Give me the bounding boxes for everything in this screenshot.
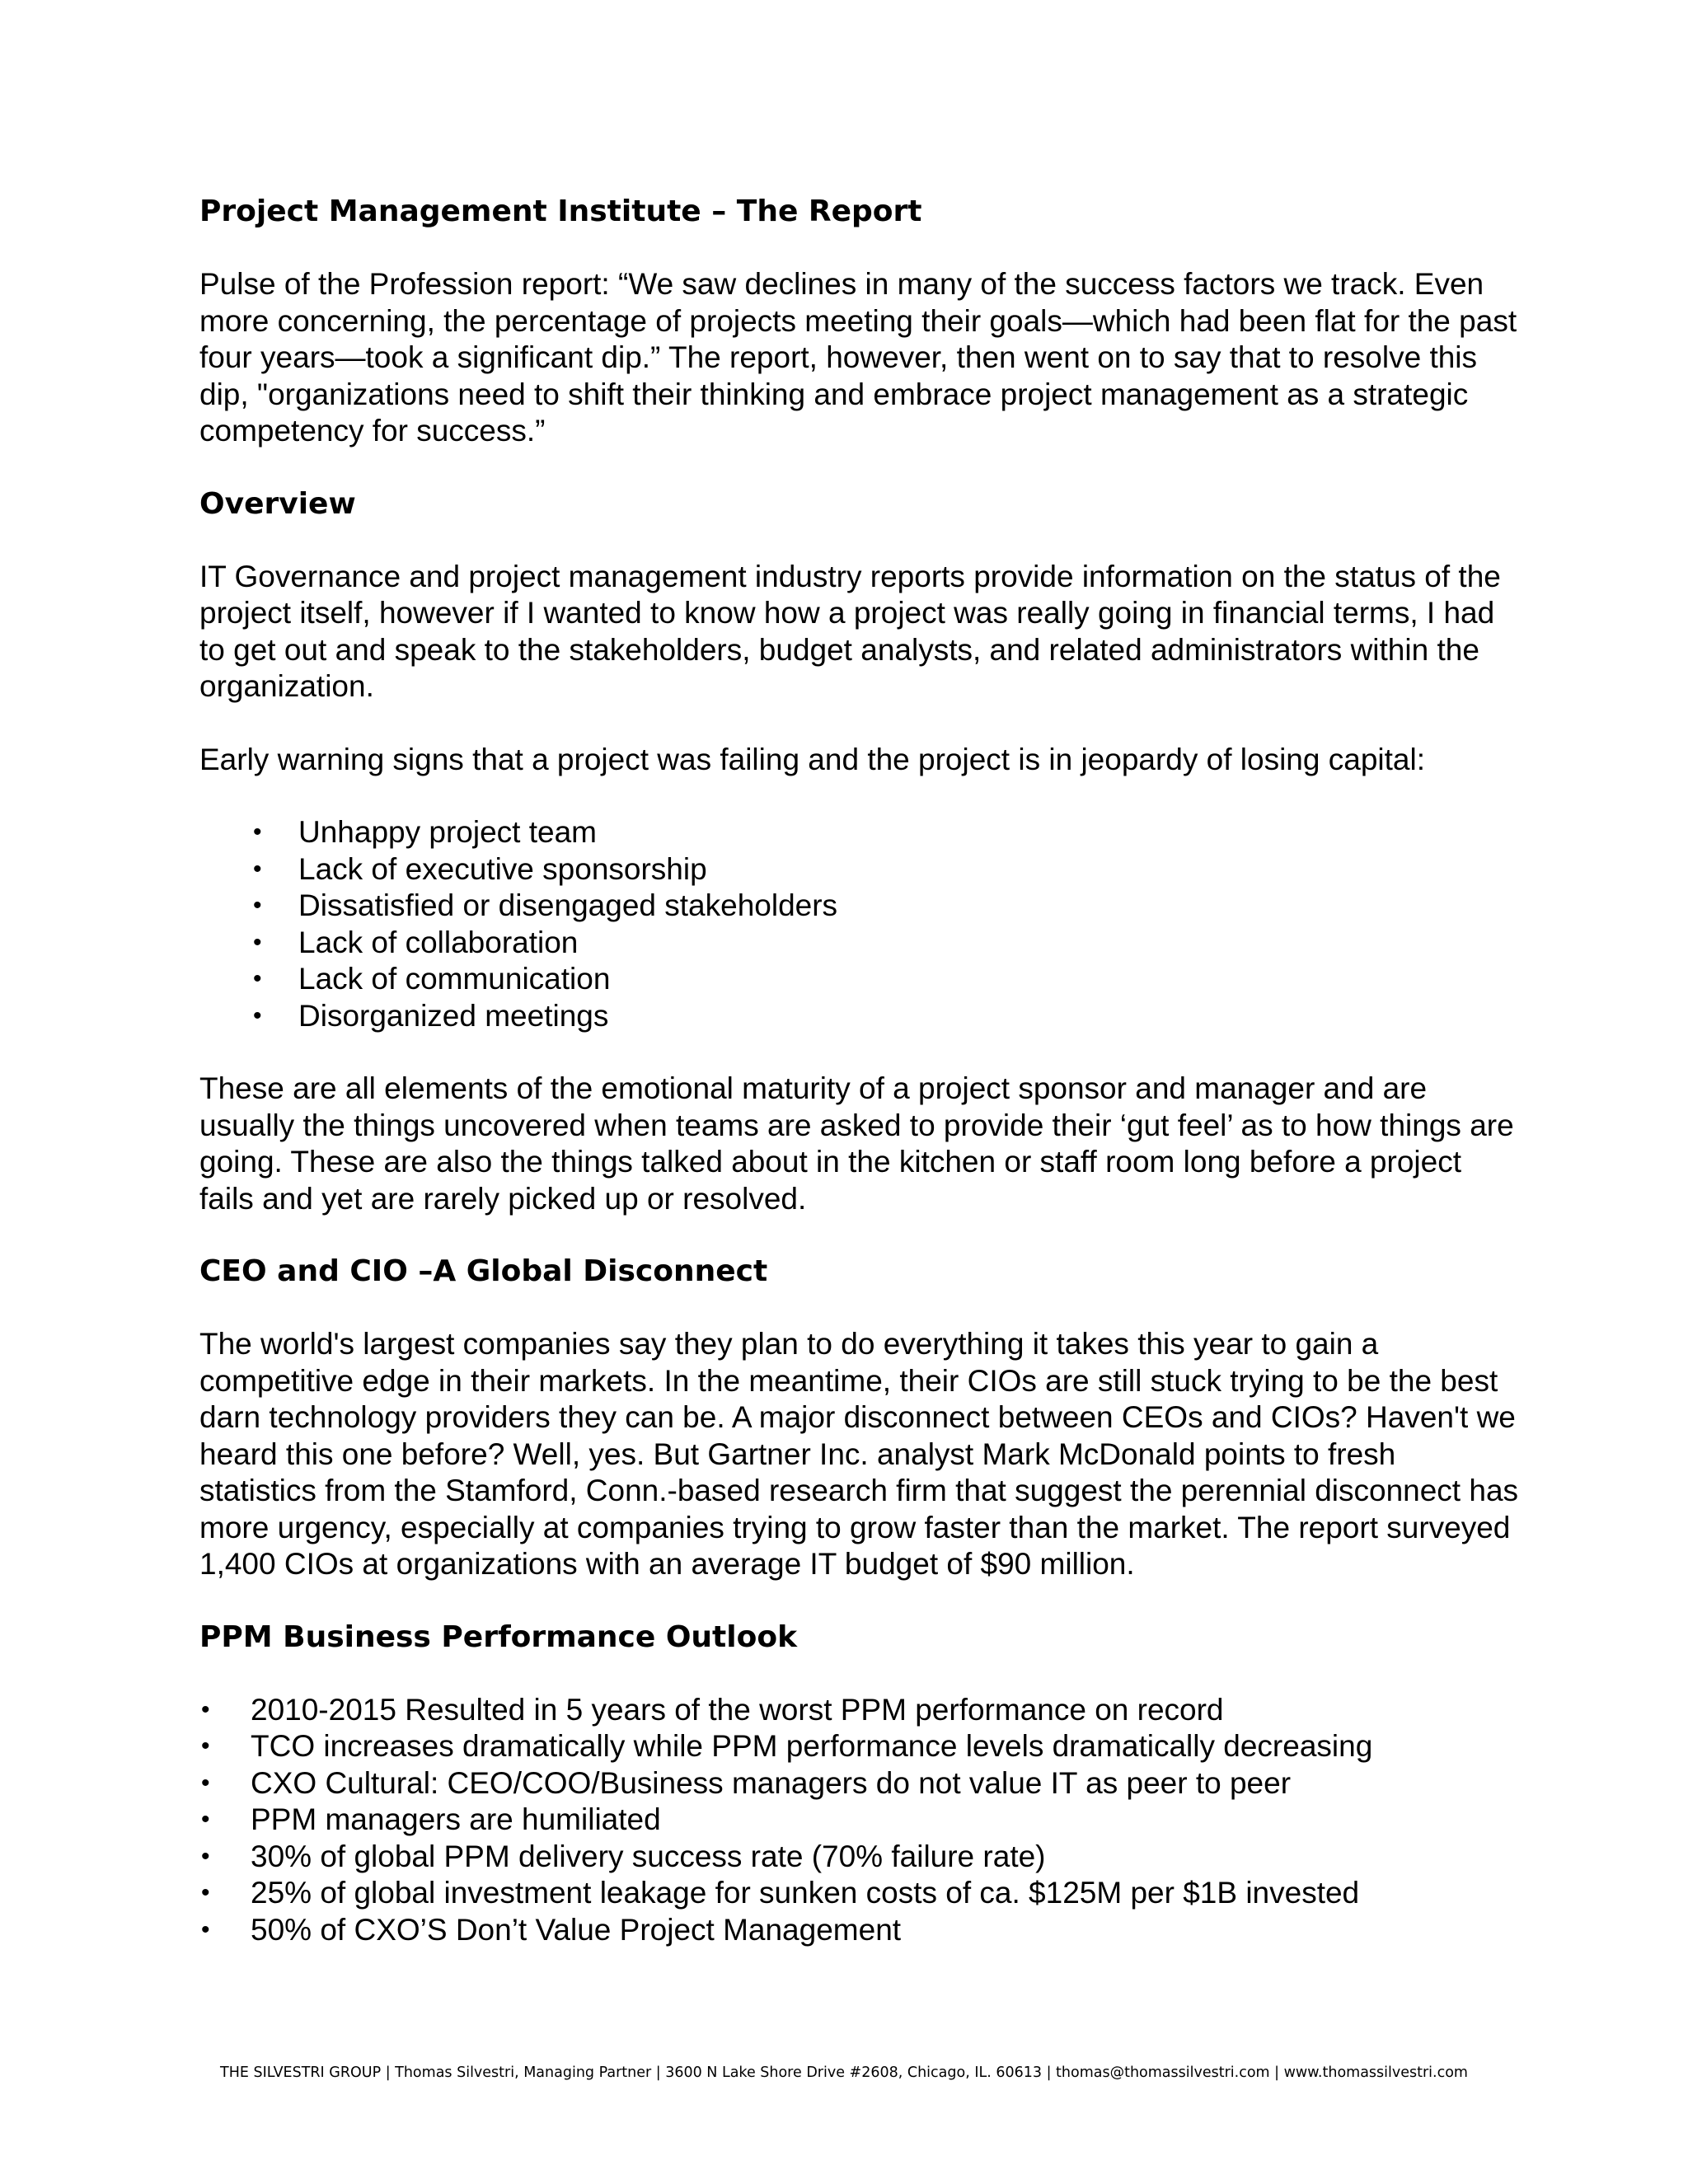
list-item-text: Lack of communication [298,962,611,996]
list-item-text: Unhappy project team [298,815,597,849]
list-item-text: Lack of collaboration [298,925,579,959]
emotional-maturity-paragraph: These are all elements of the emotional maturity of a project sponsor and manager and are usually the things uncovered when teams are asked to provide their ‘gut feel’ as to how things are going. These are also the things talked about in the kitchen or staff room long before a project fails and yet are rarely picked up or resolved. [199,1071,1514,1216]
list-item-text: Lack of executive sponsorship [298,851,707,886]
list-item-text: Disorganized meetings [298,998,609,1033]
bullet-icon: • [253,892,262,919]
section-heading-pmi-report: Project Management Institute – The Report [199,194,922,228]
list-item [199,1839,1518,1876]
document-body [199,194,1518,1948]
section-heading-global-disconnect: CEO and CIO –A Global Disconnect [199,1254,768,1288]
list-item [199,1692,1518,1729]
list-item [199,1802,1518,1839]
list-item-text: 25% of global investment leakage for sunken costs of ca. $125M per $1B invested [251,1876,1360,1910]
list-item-text: 2010-2015 Resulted in 5 years of the worst PPM performance on record [251,1692,1224,1727]
list-item-text: 50% of CXO’S Don’t Value Project Management [251,1912,902,1947]
bullet-icon: • [201,1806,210,1833]
page-footer: THE SILVESTRI GROUP | Thomas Silvestri, Managing Partner | 3600 N Lake Shore Drive #2608, Chicago, IL. 60613 | thomas@thomassilvestri.com | www.thomassilvestri.com [220,2064,1468,2081]
section-heading-overview: Overview [199,486,356,521]
bullet-icon: • [253,965,262,992]
list-item-text: CXO Cultural: CEO/COO/Business managers do not value IT as peer to peer [251,1765,1292,1800]
bullet-icon: • [253,818,262,846]
disconnect-paragraph: The world's largest companies say they plan to do everything it takes this year to gain a competitive edge in their markets. In the meantime, their CIOs are still stuck trying to be the best darn technology providers they can be. A major disconnect between CEOs and CIOs? Haven't we heard this one before? Well, yes. But Gartner Inc. analyst Mark McDonald points to fresh statistics from the Stamford, Conn.-based research firm that suggest the perennial disconnect has more urgency, especially at companies trying to grow faster than the market. The report surveyed 1,400 CIOs at organizations with an average IT budget of $90 million. [199,1327,1519,1581]
bullet-icon: • [201,1769,210,1797]
list-item-text: 30% of global PPM delivery success rate (70% failure rate) [251,1839,1046,1873]
list-item [199,998,1518,1035]
bullet-icon: • [253,855,262,883]
list-item [199,851,1518,888]
warning-signs-intro: Early warning signs that a project was failing and the project is in jeopardy of losing capital: [199,742,1425,776]
list-item [199,925,1518,962]
warning-signs-list [199,814,1518,1034]
list-item [199,961,1518,998]
list-item [199,888,1518,925]
list-item [199,814,1518,851]
bullet-icon: • [201,1842,210,1870]
bullet-icon: • [253,1001,262,1029]
list-item [199,1912,1518,1949]
list-item-text: PPM managers are humiliated [251,1802,661,1836]
bullet-icon: • [201,1695,210,1723]
list-item-text: TCO increases dramatically while PPM performance levels dramatically decreasing [251,1729,1373,1763]
bullet-icon: • [201,1879,210,1906]
list-item [199,1728,1518,1765]
list-item-text: Dissatisfied or disengaged stakeholders [298,888,838,922]
bullet-icon: • [253,928,262,956]
section-heading-ppm-outlook: PPM Business Performance Outlook [199,1619,798,1654]
overview-paragraph: IT Governance and project management industry reports provide information on the status of the project itself, however if I wanted to know how a project was really going in financial terms, I had to get out and speak to the stakeholders, budget analysts, and related administrators within the organization. [199,559,1501,703]
bullet-icon: • [201,1732,210,1760]
list-item [199,1875,1518,1912]
ppm-outlook-list [199,1692,1518,1949]
bullet-icon: • [201,1915,210,1943]
pulse-paragraph: Pulse of the Profession report: “We saw declines in many of the success factors we track. Even more concerning, the percentage of projects meeting their goals—which had been flat for the past four years—took a significant dip.” The report, however, then went on to say that to resolve this dip, "organizations need to shift their thinking and embrace project management as a strategic competency for success.” [199,267,1517,448]
list-item [199,1765,1518,1802]
